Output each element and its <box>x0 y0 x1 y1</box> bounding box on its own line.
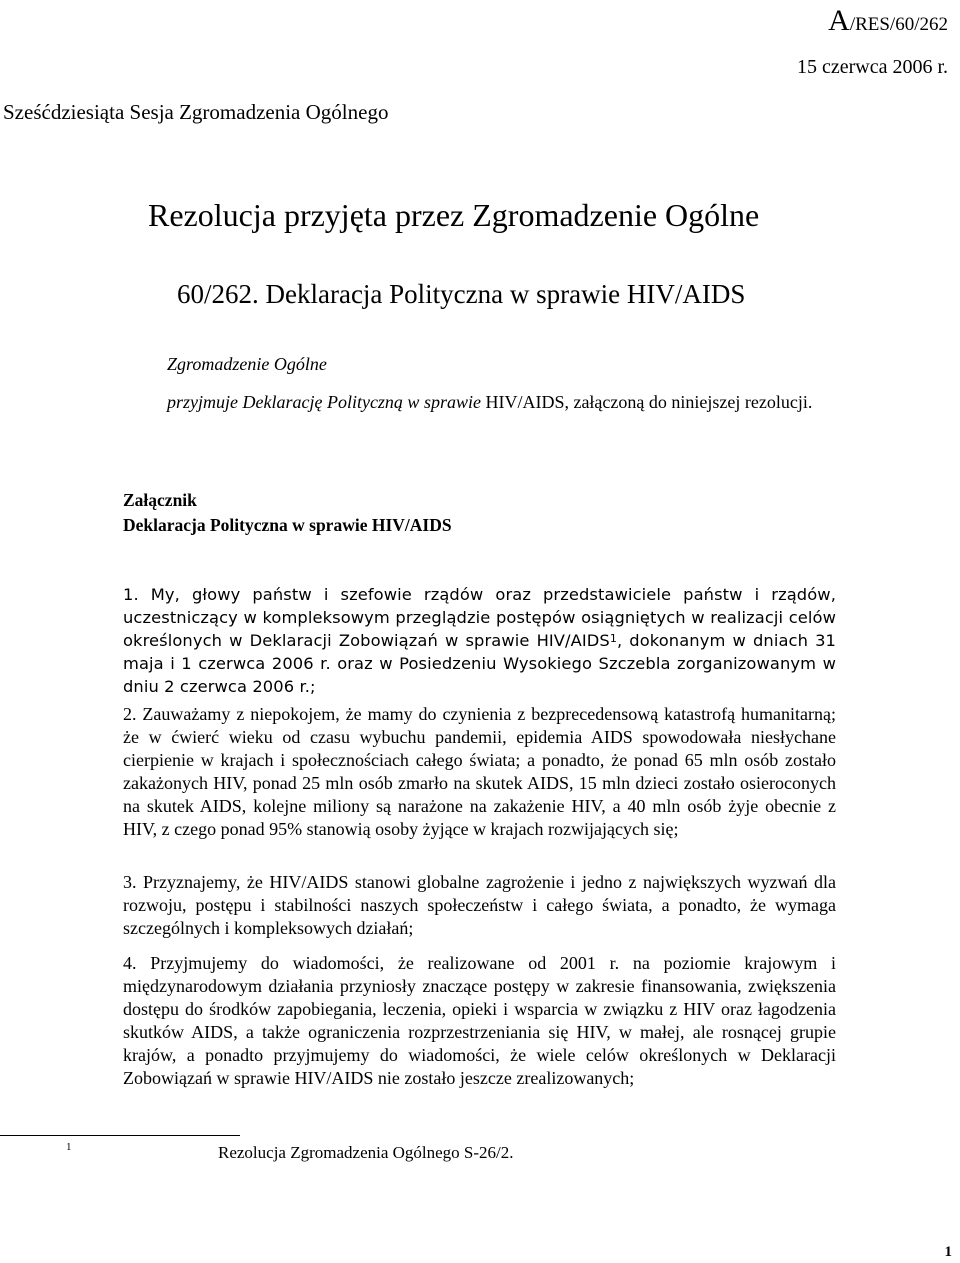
paragraph-1-text: 1. My, głowy państw i szefowie rządów oraz przedstawiciele państw i rządów, uczestniczący w kompleksowym przeglądzie postępów osiągniętych w realizacji celów określonych w Deklaracji Zobowiązań w sprawie HIV/AIDS <box>123 585 836 650</box>
annex-label: Załącznik <box>123 490 197 510</box>
paragraph-2: 2. Zauważamy z niepokojem, że mamy do czynienia z bezprecedensową katastrofą humanitarną; że w ćwierć wieku od czasu wybuchu pandemii, epidemia AIDS spowodowała niesłychane cierpienie w krajach i społecznościach całego świata; a ponadto, że ponad 65 mln osób zostało zakażonych HIV, ponad 25 mln osób zmarło na skutek AIDS, 15 mln dzieci zostało osieroconych na skutek AIDS, kolejne miliony są narażone na zakażenie HIV, a 40 mln osób żyje obecnie z HIV, z czego ponad 95% stanowią osoby żyjące w krajach rozwijających się; <box>123 704 836 839</box>
document-date: 15 czerwca 2006 r. <box>796 56 948 78</box>
paragraph-3: 3. Przyznajemy, że HIV/AIDS stanowi globalne zagrożenie i jedno z największych wyzwań dla rozwoju, postępu i stabilności naszych społeczeństw i całego świata, a ponadto, że wymaga szczególnych i kompleksowych działań; <box>123 872 836 938</box>
document-symbol <box>828 4 948 38</box>
footnote-mark: 1 <box>66 1141 72 1153</box>
session-name: Sześćdziesiąta Sesja Zgromadzenia Ogólnego <box>3 100 389 124</box>
paragraph-1 <box>123 583 836 698</box>
adopts-rest: HIV/AIDS, załączoną do niniejszej rezolucji. <box>480 392 813 412</box>
annex-title: Deklaracja Polityczna w sprawie HIV/AIDS <box>123 515 452 535</box>
paragraph-4: 4. Przyjmujemy do wiadomości, że realizowane od 2001 r. na poziomie krajowym i międzynarodowym działania przyniosły znaczące postępy w zakresie finansowania, zwiększenia dostępu do środków zapobiegania, leczenia, opieki i wsparcia w związku z HIV oraz łagodzenia skutków AIDS, a także ograniczenia rozprzestrzeniania się HIV, w małej, ale rosnącej grupie krajów, a ponadto przyjmujemy do wiadomości, że wiele celów określonych w Deklaracji Zobowiązań w sprawie HIV/AIDS nie zostało jeszcze zrealizowanych; <box>123 953 836 1088</box>
document-symbol-prefix: A <box>828 4 850 37</box>
annex-heading <box>123 488 452 538</box>
page-title: Rezolucja przyjęta przez Zgromadzenie Ogólne <box>148 197 760 233</box>
adopts-paragraph <box>167 389 847 416</box>
footnote-divider <box>0 1135 240 1136</box>
assembly-line: Zgromadzenie Ogólne <box>167 354 327 374</box>
footnote-reference[interactable]: 1 <box>609 632 617 645</box>
page-number: 1 <box>944 1244 952 1260</box>
paragraph-1-text-end: , dokonanym w dniach 31 maja i 1 czerwca 2006 r. oraz w Posiedzeniu Wysokiego Szczebla zorganizowanym w dniu 2 czerwca 2006 r.; <box>123 631 836 696</box>
document-symbol-rest: /RES/60/262 <box>849 14 948 35</box>
footnote-text: Rezolucja Zgromadzenia Ogólnego S-26/2. <box>218 1143 514 1162</box>
resolution-title: 60/262. Deklaracja Polityczna w sprawie HIV/AIDS <box>177 279 746 309</box>
adopts-italic: przyjmuje Deklarację Polityczną w sprawie <box>167 392 481 412</box>
